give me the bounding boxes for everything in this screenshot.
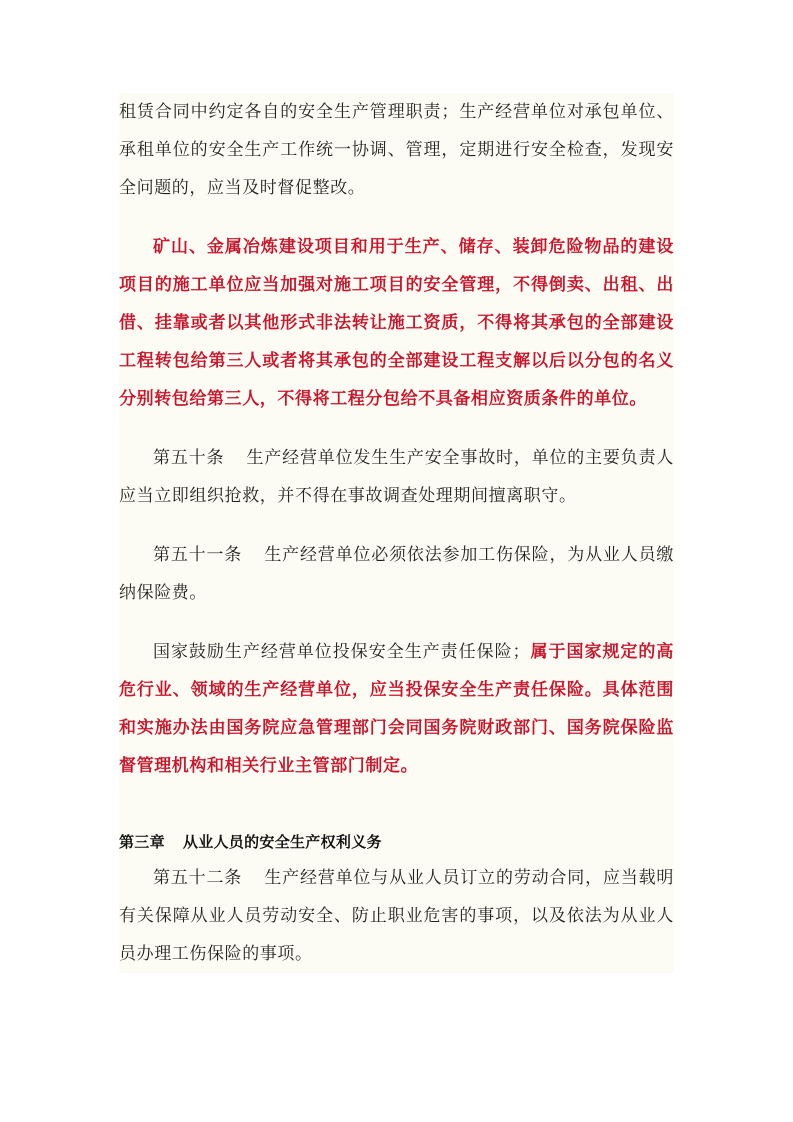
spacer <box>119 612 674 633</box>
article-50-number: 第五十条 <box>153 448 225 468</box>
article-50-text: 生产经营单位发生生产安全事故时，单位的主要负责人应当立即组织抢救，并不得在事故调查处理期间擅离职守。 <box>119 448 674 506</box>
article-52 <box>119 859 674 973</box>
article-51-number: 第五十一条 <box>153 545 243 565</box>
spacer <box>119 207 674 228</box>
article-51-text: 生产经营单位必须依法参加工伤保险，为从业人员缴纳保险费。 <box>119 545 674 603</box>
insurance-highlight-text: 属于国家规定的高危行业、领域的生产经营单位，应当投保安全生产责任保险。具体范围和实施办法由国务院应急管理部门会同国务院财政部门、国务院保险监督管理机构和相关行业主管部门制定。 <box>119 642 674 776</box>
paragraph-insurance <box>119 633 674 785</box>
article-52-number: 第五十二条 <box>153 868 243 888</box>
spacer <box>119 515 674 536</box>
chapter-number: 第三章 <box>119 833 165 851</box>
spacer <box>119 785 674 825</box>
insurance-normal-text: 国家鼓励生产经营单位投保安全生产责任保险； <box>153 642 531 662</box>
article-52-text: 生产经营单位与从业人员订立的劳动合同，应当载明有关保障从业人员劳动安全、防止职业危害的事项，以及依法为从业人员办理工伤保险的事项。 <box>119 868 674 964</box>
paragraph-lease-responsibilities: 租赁合同中约定各自的安全生产管理职责；生产经营单位对承包单位、承租单位的安全生产工作统一协调、管理，定期进行安全检查，发现安全问题的，应当及时督促整改。 <box>119 102 674 198</box>
chapter-title: 从业人员的安全生产权利义务 <box>182 833 382 851</box>
article-51 <box>119 536 674 612</box>
chapter-heading <box>119 825 674 859</box>
article-50 <box>119 439 674 515</box>
document-body <box>119 93 674 973</box>
paragraph-construction-safety-highlight: 矿山、金属冶炼建设项目和用于生产、储存、装卸危险物品的建设项目的施工单位应当加强对施工项目的安全管理，不得倒卖、出租、出借、挂靠或者以其他形式非法转让施工资质，不得将其承包的全部建设工程转包给第三人或者将其承包的全部建设工程支解以后以分包的名义分别转包给第三人，不得将工程分包给不具备相应资质条件的单位。 <box>119 237 674 409</box>
spacer <box>119 418 674 439</box>
